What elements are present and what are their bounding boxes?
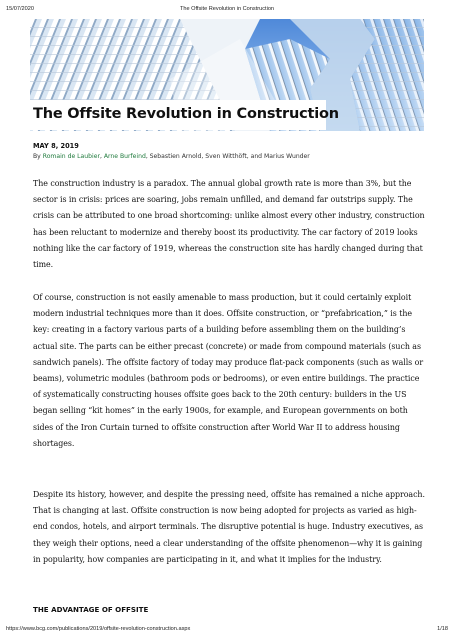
section-heading: THE ADVANTAGE OF OFFSITE (33, 605, 149, 614)
print-title: The Offsite Revolution in Construction (179, 6, 275, 12)
article-title: The Offsite Revolution in Construction (33, 106, 339, 122)
byline-other-authors: , Sebastien Arnold, Sven Witthöft, and Marius Wunder (145, 153, 310, 160)
article-paragraph: The construction industry is a paradox. The annual global growth rate is more than 3%, but the sector is in crisis: prices are soaring, jobs remain unfilled, and demand far outstrips supply. The crisis can be attributed to one broad shortcoming: unlike almost every other industry, construction has been reluctant to modernize and thereby boost its productivity. The car factory of 2019 looks nothing like the car factory of 1919, whereas the construction site has hardly changed during that time. (33, 179, 425, 270)
byline (33, 153, 310, 160)
print-header (6, 6, 448, 14)
author-link-arne-burfeind[interactable]: Arne Burfeind (103, 153, 146, 160)
article-paragraph: Of course, construction is not easily amenable to mass production, but it could certainly exploit modern industrial techniques more than it does. Offsite construction, or “prefabrication,” is the key: creating in a factory various parts of a building before assembling them on the building’s actual site. The parts can be either precast (concrete) or made from compound materials (such as sandwich panels). The offsite factory of today may produce flat-pack components (such as walls or beams), volumetric modules (bathroom pods or bedrooms), or even entire buildings. The practice of systematically constructing houses offsite goes back to the 20th century: builders in the US began selling “kit homes” in the early 1900s, for example, and European governments on both sides of the Iron Curtain turned to offsite construction after World War II to address housing shortages. (33, 293, 424, 448)
author-link-romain-de-laubier[interactable]: Romain de Laubier (42, 153, 100, 160)
article-paragraph: Despite its history, however, and despite the pressing need, offsite has remained a niche approach. That is changing at last. Offsite construction is now being adopted for projects as varied as high-end condos, hotels, and airport terminals. The disruptive potential is huge. Industry executives, as they weigh their options, need a clear understanding of the offsite phenomenon—why it is gaining in popularity, how companies are participating in it, and what it implies for the industry. (33, 490, 425, 564)
byline-separator: , (99, 153, 104, 160)
print-date: 15/07/2020 (6, 6, 34, 12)
print-footer (6, 626, 448, 634)
byline-prefix: By (33, 153, 43, 160)
page-number: 1/18 (437, 626, 448, 632)
print-url: https://www.bcg.com/publications/2019/offsite-revolution-construction.aspx (6, 626, 191, 632)
publish-date: MAY 8, 2019 (33, 142, 79, 150)
